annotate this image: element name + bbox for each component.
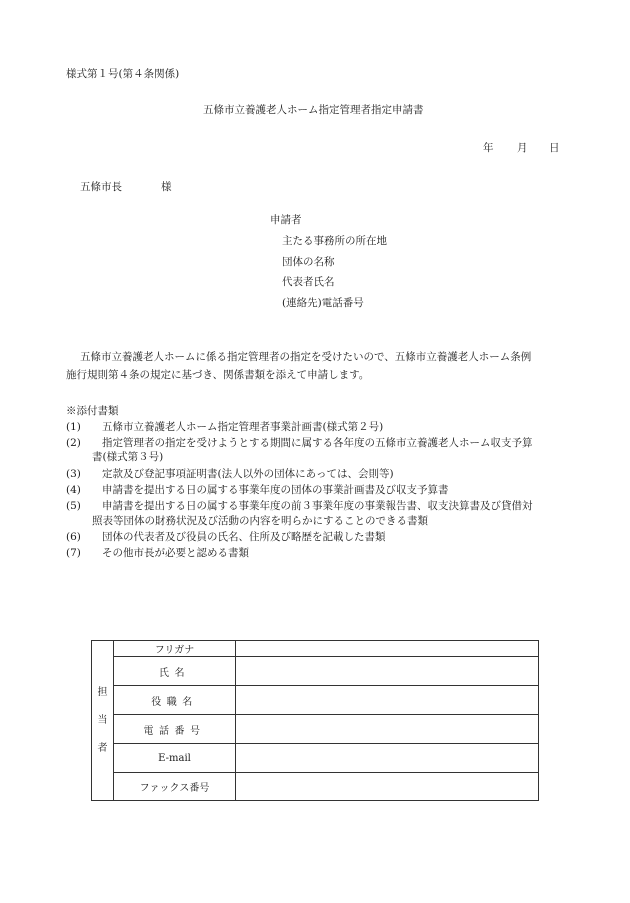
fax-label: ファックス番号: [114, 773, 236, 801]
attachments-heading: ※添付書類: [66, 405, 119, 417]
furigana-label: フリガナ: [114, 641, 236, 657]
furigana-input[interactable]: [236, 641, 539, 657]
email-label: E-mail: [114, 744, 236, 773]
name-input[interactable]: [236, 657, 539, 686]
name-label: 氏名: [114, 657, 236, 686]
date-day: 日: [549, 142, 560, 154]
attachment-item: (6) 団体の代表者及び役員の氏名、住所及び略歴を記載した書類: [66, 531, 386, 543]
form-number: 様式第１号(第４条関係): [66, 68, 180, 80]
attachment-item: (7) その他市長が必要と認める書類: [66, 547, 249, 559]
applicant-org-name-label: 団体の名称: [282, 256, 335, 268]
applicant-phone-label: (連絡先)電話番号: [282, 297, 364, 309]
phone-input[interactable]: [236, 715, 539, 744]
attachment-item: (5) 申請書を提出する日の属する事業年度の前３事業年度の事業報告書、収支決算書及び貸借対: [66, 500, 533, 512]
contact-side-label: 担 当 者: [92, 641, 114, 801]
addressee-honorific: 様: [161, 181, 172, 193]
attachment-item-continuation: 書(様式第３号): [92, 451, 164, 463]
date-month: 月: [517, 142, 528, 154]
date-year: 年: [483, 142, 494, 154]
attachment-item: (4) 申請書を提出する日の属する事業年度の団体の事業計画書及び収支予算書: [66, 484, 449, 496]
attachment-item-continuation: 照表等団体の財務状況及び活動の内容を明らかにすることのできる書類: [92, 515, 428, 527]
attachment-item: (3) 定款及び登記事項証明書(法人以外の団体にあっては、会則等): [66, 468, 394, 480]
fax-input[interactable]: [236, 773, 539, 801]
body-text-line1: 五條市立養護老人ホームに係る指定管理者の指定を受けたいので、五條市立養護老人ホーム条例: [80, 351, 532, 363]
applicant-representative-label: 代表者氏名: [282, 276, 335, 288]
applicant-address-label: 主たる事務所の所在地: [282, 235, 387, 247]
email-input[interactable]: [236, 744, 539, 773]
position-input[interactable]: [236, 686, 539, 715]
addressee-name: 五條市長: [80, 181, 122, 193]
phone-label: 電話番号: [114, 715, 236, 744]
document-title: 五條市立養護老人ホーム指定管理者指定申請書: [203, 104, 424, 116]
attachment-item: (2) 指定管理者の指定を受けようとする期間に属する各年度の五條市立養護老人ホーム収支予算: [66, 437, 533, 449]
attachment-item: (1) 五條市立養護老人ホーム指定管理者事業計画書(様式第２号): [66, 421, 384, 433]
position-label: 役職名: [114, 686, 236, 715]
contact-person-table: [91, 640, 539, 801]
applicant-heading: 申請者: [270, 214, 302, 226]
body-text-line2: 施行規則第４条の規定に基づき、関係書類を添えて申請します。: [66, 369, 370, 381]
